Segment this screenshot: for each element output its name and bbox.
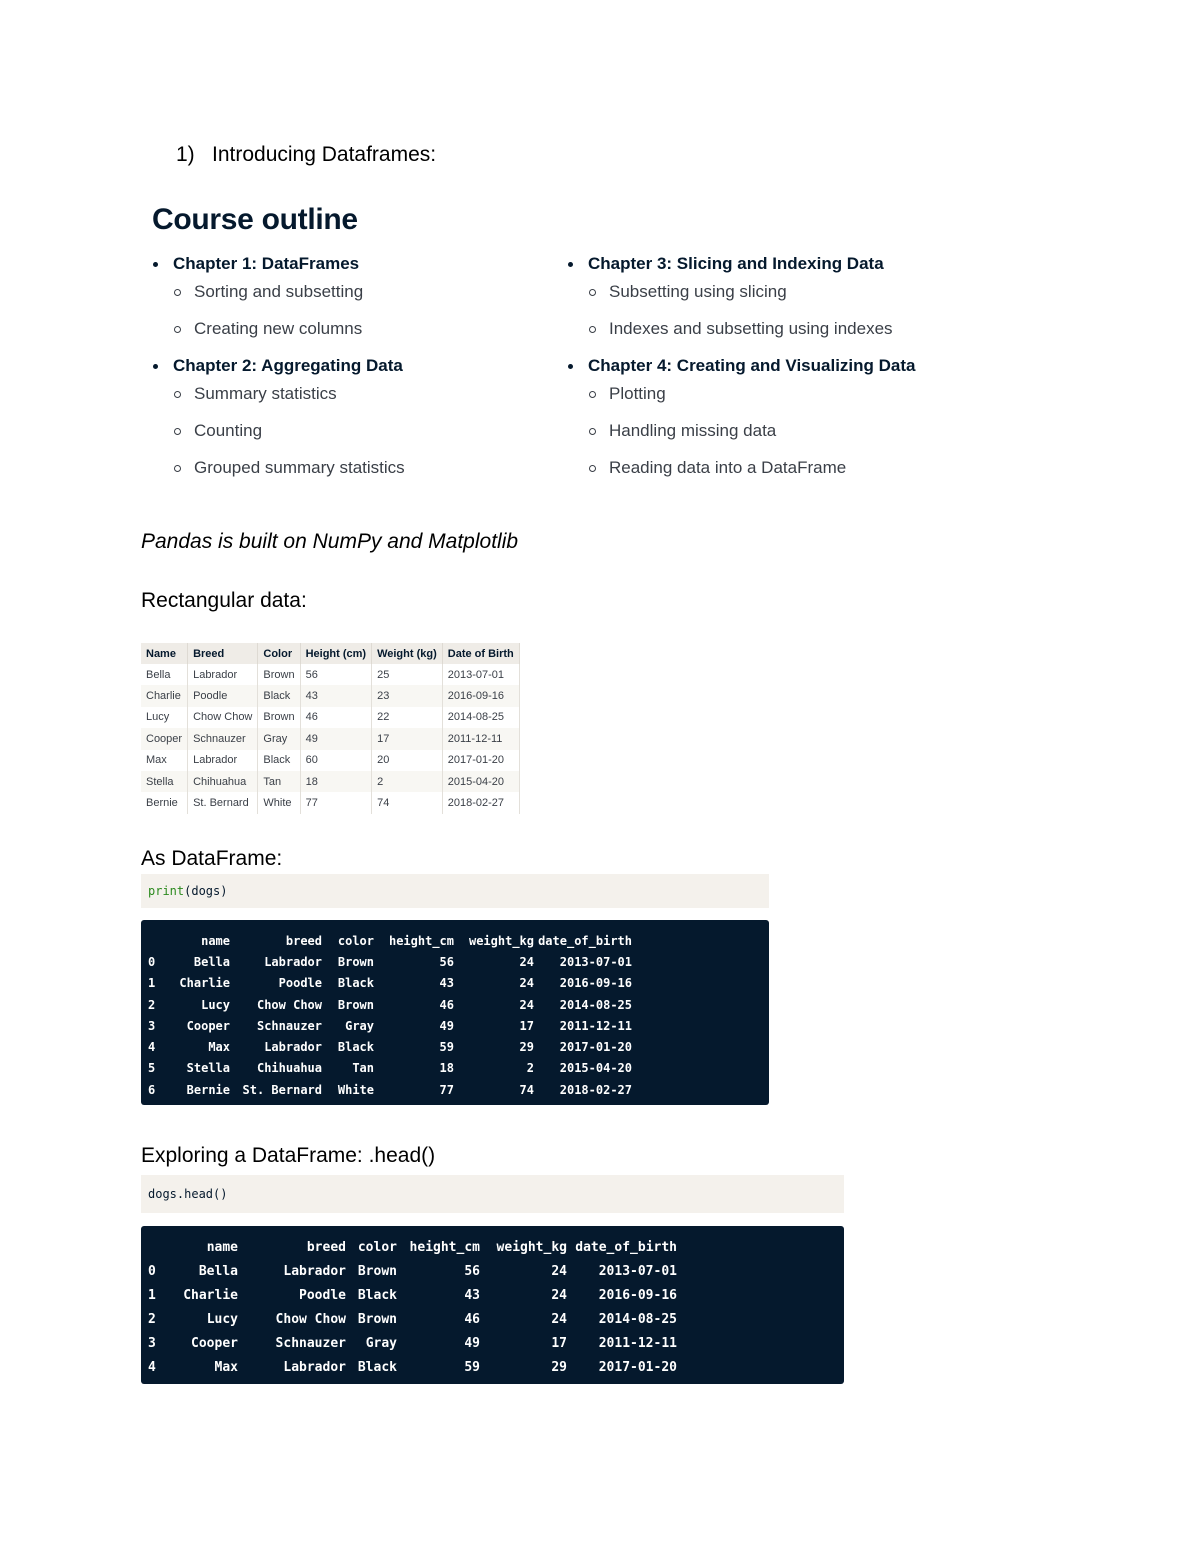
code-cell-head [141, 1175, 844, 1213]
df-row [148, 1307, 677, 1331]
table-cell: 46 [300, 707, 372, 728]
rectangular-data-heading: Rectangular data: [141, 589, 307, 612]
table-cell: Gray [258, 728, 300, 749]
dataframe-output [141, 920, 769, 1105]
df-cell: 43 [439, 976, 454, 991]
df-cell: Tan [352, 1061, 374, 1076]
df-row [148, 1079, 632, 1100]
table-cell: St. Bernard [188, 792, 258, 813]
df-cell: 49 [439, 1018, 454, 1033]
df-cell: 56 [464, 1263, 480, 1279]
df-cell: 24 [519, 976, 534, 991]
rectangular-data-table [141, 643, 520, 814]
column-header: Date of Birth [442, 643, 519, 664]
df-cell: 2017-01-20 [559, 1040, 632, 1055]
df-index: 2 [148, 997, 156, 1012]
df-cell: Bernie [186, 1082, 230, 1097]
df-row [148, 1331, 677, 1355]
table-cell: Max [141, 750, 188, 771]
df-cell: 29 [551, 1359, 567, 1375]
table-cell: 2018-02-27 [442, 792, 519, 813]
df-cell: Bella [198, 1263, 238, 1279]
df-cell: Labrador [264, 1040, 322, 1055]
table-cell: 74 [372, 792, 443, 813]
df-cell: Chihuahua [256, 1061, 322, 1076]
table-row [141, 707, 519, 728]
column-header: Breed [188, 643, 258, 664]
df-column-header: color [357, 1239, 397, 1255]
code-cell-print [141, 874, 769, 908]
df-row [148, 1036, 632, 1057]
df-column-header: name [201, 933, 230, 948]
df-cell: Poodle [278, 976, 322, 991]
df-cell: Labrador [264, 954, 322, 969]
df-cell: Stella [186, 1061, 230, 1076]
table-cell: Poodle [188, 685, 258, 706]
df-cell: Chow Chow [275, 1311, 346, 1327]
df-cell: 17 [551, 1335, 567, 1351]
outline-item: Subsetting using slicing [567, 280, 915, 304]
df-index: 2 [148, 1311, 156, 1327]
df-row [148, 951, 632, 972]
df-cell: Lucy [206, 1311, 238, 1327]
df-cell: Black [357, 1359, 397, 1375]
df-cell: 46 [439, 997, 454, 1012]
df-cell: 2014-08-25 [559, 997, 632, 1012]
df-cell: Black [337, 1040, 374, 1055]
chapter-3: Chapter 3: Slicing and Indexing Data [567, 252, 915, 280]
df-cell: 2011-12-11 [598, 1335, 677, 1351]
df-index: 5 [148, 1061, 156, 1076]
table-row [141, 664, 519, 685]
df-row [148, 1355, 677, 1379]
df-index: 0 [148, 1263, 156, 1279]
df-index: 1 [148, 976, 156, 991]
table-row [141, 728, 519, 749]
head-output [141, 1226, 844, 1384]
table-cell: 23 [372, 685, 443, 706]
df-cell: 2013-07-01 [559, 954, 632, 969]
table-cell: Bernie [141, 792, 188, 813]
df-column-header: weight_kg [468, 933, 534, 948]
df-cell: 43 [464, 1287, 480, 1303]
course-outline-title: Course outline [152, 203, 358, 236]
table-cell: Black [258, 750, 300, 771]
df-cell: Gray [345, 1018, 374, 1033]
df-index: 3 [148, 1335, 156, 1351]
outline-item: Creating new columns [152, 317, 405, 341]
table-row [141, 750, 519, 771]
code-args: (dogs) [184, 884, 228, 898]
df-cell: 77 [439, 1082, 454, 1097]
table-cell: 43 [300, 685, 372, 706]
column-header: Color [258, 643, 300, 664]
df-column-header [148, 930, 158, 951]
df-index: 0 [148, 954, 156, 969]
df-column-header: date_of_birth [575, 1239, 677, 1255]
df-column-header: weight_kg [496, 1239, 567, 1255]
as-dataframe-heading: As DataFrame: [141, 847, 283, 870]
outline-item: Counting [152, 419, 405, 443]
df-cell: 2011-12-11 [559, 1018, 632, 1033]
chapter-4: Chapter 4: Creating and Visualizing Data [567, 354, 915, 382]
table-cell: Labrador [188, 750, 258, 771]
outline-item: Reading data into a DataFrame [567, 456, 915, 480]
table-cell: 77 [300, 792, 372, 813]
df-cell: 2018-02-27 [559, 1082, 632, 1097]
df-cell: Max [208, 1040, 230, 1055]
df-cell: 18 [439, 1061, 454, 1076]
df-cell: 24 [551, 1287, 567, 1303]
df-cell: Labrador [283, 1263, 346, 1279]
table-cell: Lucy [141, 707, 188, 728]
df-cell: Chow Chow [256, 997, 322, 1012]
df-cell: 59 [439, 1040, 454, 1055]
df-cell: St. Bernard [242, 1082, 322, 1097]
table-cell: 60 [300, 750, 372, 771]
df-cell: 24 [519, 997, 534, 1012]
df-cell: 2016-09-16 [559, 976, 632, 991]
section-heading [176, 143, 436, 167]
table-cell: 18 [300, 771, 372, 792]
table-cell: 2017-01-20 [442, 750, 519, 771]
outline-item: Plotting [567, 382, 915, 406]
df-cell: Brown [357, 1311, 397, 1327]
section-number: 1) [176, 143, 195, 166]
outline-item: Summary statistics [152, 382, 405, 406]
dataframe-table [148, 930, 632, 1100]
df-cell: Labrador [283, 1359, 346, 1375]
df-cell: 24 [519, 954, 534, 969]
code-function: print [148, 884, 185, 898]
table-cell: White [258, 792, 300, 813]
table-cell: Tan [258, 771, 300, 792]
chapter-1: Chapter 1: DataFrames [152, 252, 405, 280]
outline-item: Sorting and subsetting [152, 280, 405, 304]
df-cell: 74 [519, 1082, 534, 1097]
table-cell: 17 [372, 728, 443, 749]
table-cell: 2015-04-20 [442, 771, 519, 792]
df-cell: Schnauzer [275, 1335, 346, 1351]
column-header: Name [141, 643, 188, 664]
table-cell: Black [258, 685, 300, 706]
df-column-header [148, 1235, 158, 1259]
df-column-header: color [337, 933, 374, 948]
table-cell: 20 [372, 750, 443, 771]
df-cell: Cooper [186, 1018, 230, 1033]
table-cell: Brown [258, 707, 300, 728]
table-row [141, 792, 519, 813]
table-cell: Labrador [188, 664, 258, 685]
df-cell: 49 [464, 1335, 480, 1351]
table-cell: 49 [300, 728, 372, 749]
table-cell: Bella [141, 664, 188, 685]
df-cell: 59 [464, 1359, 480, 1375]
df-cell: 2015-04-20 [559, 1061, 632, 1076]
table-cell: 2014-08-25 [442, 707, 519, 728]
section-title: Introducing Dataframes: [212, 143, 437, 166]
df-cell: 24 [551, 1263, 567, 1279]
df-column-header: height_cm [388, 933, 454, 948]
df-index: 3 [148, 1018, 156, 1033]
column-header: Weight (kg) [372, 643, 443, 664]
df-column-header: breed [306, 1239, 346, 1255]
df-cell: Schnauzer [256, 1018, 322, 1033]
outline-item: Handling missing data [567, 419, 915, 443]
table-row [141, 771, 519, 792]
df-cell: Poodle [299, 1287, 346, 1303]
df-index: 1 [148, 1287, 156, 1303]
chapter-2: Chapter 2: Aggregating Data [152, 354, 405, 382]
column-header: Height (cm) [300, 643, 372, 664]
df-cell: Charlie [183, 1287, 238, 1303]
df-column-header: height_cm [409, 1239, 480, 1255]
table-cell: 22 [372, 707, 443, 728]
df-cell: 2014-08-25 [598, 1311, 677, 1327]
table-cell: 25 [372, 664, 443, 685]
df-cell: 24 [551, 1311, 567, 1327]
outline-left-column [152, 252, 405, 480]
table-cell: Charlie [141, 685, 188, 706]
df-index: 6 [148, 1082, 156, 1097]
exploring-heading: Exploring a DataFrame: .head() [141, 1144, 436, 1167]
df-cell: Black [357, 1287, 397, 1303]
df-cell: 56 [439, 954, 454, 969]
table-cell: Chow Chow [188, 707, 258, 728]
outline-item: Grouped summary statistics [152, 456, 405, 480]
df-cell: Bella [193, 954, 230, 969]
df-cell: 2016-09-16 [598, 1287, 677, 1303]
table-cell: 2016-09-16 [442, 685, 519, 706]
df-index: 4 [148, 1040, 156, 1055]
df-cell: Brown [337, 954, 374, 969]
head-table [148, 1235, 677, 1379]
code-text: dogs.head() [148, 1187, 228, 1201]
df-cell: 2013-07-01 [598, 1263, 677, 1279]
table-cell: Cooper [141, 728, 188, 749]
outline-item: Indexes and subsetting using indexes [567, 317, 915, 341]
df-cell: Brown [337, 997, 374, 1012]
df-cell: Cooper [191, 1335, 238, 1351]
table-cell: 2013-07-01 [442, 664, 519, 685]
table-cell: 2 [372, 771, 443, 792]
df-row [148, 1283, 677, 1307]
df-index: 4 [148, 1359, 156, 1375]
df-row [148, 973, 632, 994]
df-cell: Lucy [201, 997, 230, 1012]
df-cell: Gray [365, 1335, 397, 1351]
table-cell: 56 [300, 664, 372, 685]
pandas-note: Pandas is built on NumPy and Matplotlib [141, 530, 519, 553]
table-row [141, 685, 519, 706]
table-cell: Chihuahua [188, 771, 258, 792]
df-column-header: name [206, 1239, 238, 1255]
table-cell: Brown [258, 664, 300, 685]
df-row [148, 1058, 632, 1079]
df-cell: Charlie [179, 976, 230, 991]
df-cell: Black [337, 976, 374, 991]
df-row [148, 994, 632, 1015]
df-column-header: date_of_birth [538, 933, 632, 948]
df-cell: 29 [519, 1040, 534, 1055]
df-cell: 2017-01-20 [598, 1359, 677, 1375]
df-cell: Brown [357, 1263, 397, 1279]
outline-right-column [567, 252, 915, 480]
df-cell: White [337, 1082, 374, 1097]
df-column-header: breed [285, 933, 322, 948]
df-row [148, 1259, 677, 1283]
df-cell: 46 [464, 1311, 480, 1327]
table-cell: 2011-12-11 [442, 728, 519, 749]
df-cell: 17 [519, 1018, 534, 1033]
df-row [148, 1015, 632, 1036]
df-cell: Max [214, 1359, 238, 1375]
df-cell: 2 [526, 1061, 534, 1076]
table-cell: Stella [141, 771, 188, 792]
table-cell: Schnauzer [188, 728, 258, 749]
